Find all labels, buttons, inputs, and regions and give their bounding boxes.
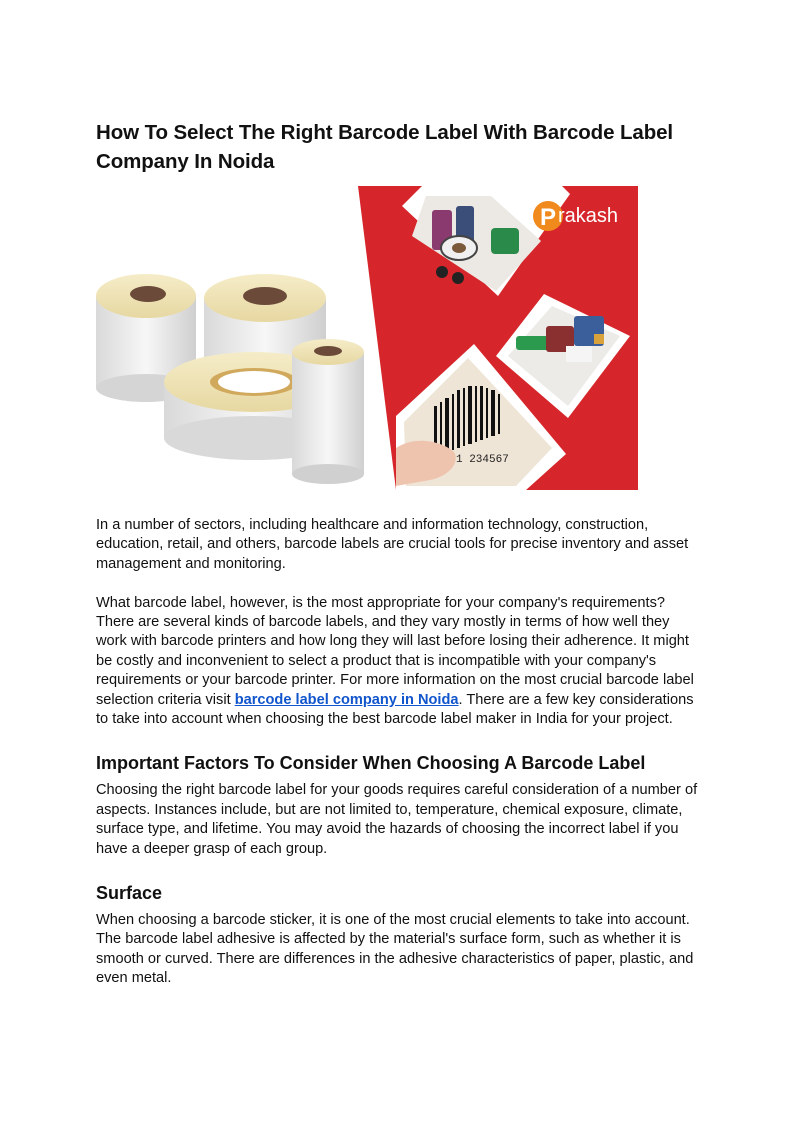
selection-paragraph [96,594,701,730]
selection-text-end: . There are a few key considerations to take into account when choosing the best barcode label maker in India for your project. [96,691,694,728]
barcode-digits: 1 234567 [456,454,509,466]
selection-text-start: What barcode label, however, is the most appropriate for your company's requirements? There are several kinds of barcode labels, and they vary mostly in terms of how well they work with barcode printers and how long they will last before losing their adherence. It might be costly and inconvenient to select a product that is incompatible with your company's requirements or your barcode printer. For more information on the most crucial barcode label selection criteria visit [96,594,694,708]
page-title: How To Select The Right Barcode Label With Barcode Label Company In Noida [96,121,674,173]
section-heading-factors: Important Factors To Consider When Choosing A Barcode Label [96,753,646,774]
barcode-label-company-link[interactable]: barcode label company in Noida [234,691,459,708]
surface-paragraph: When choosing a barcode sticker, it is one of the most crucial elements to take into account. The barcode label adhesive is affected by the material's surface form, such as whether it is smooth or curved. There are differences in the adhesive characteristics of paper, plastic, and even metal. [96,912,694,987]
logo-p: P [540,204,557,231]
hero-image [96,186,638,490]
barcode-labels-illustration [96,186,638,490]
section-heading-surface: Surface [96,883,163,904]
document-page [96,118,701,989]
logo-text: rakash [558,205,619,227]
intro-paragraph: In a number of sectors, including healthcare and information technology, construction, education, retail, and others, barcode labels are crucial tools for precise inventory and asset management and monitoring. [96,517,689,572]
factors-paragraph: Choosing the right barcode label for your goods requires careful consideration of a number of aspects. Instances include, but are not limited to, temperature, chemical exposure, climate, surface type, and lifetime. You may avoid the hazards of choosing the incorrect label if you have a deeper grasp of each group. [96,782,698,857]
prakash-logo [533,201,618,231]
label-rolls [96,274,364,484]
